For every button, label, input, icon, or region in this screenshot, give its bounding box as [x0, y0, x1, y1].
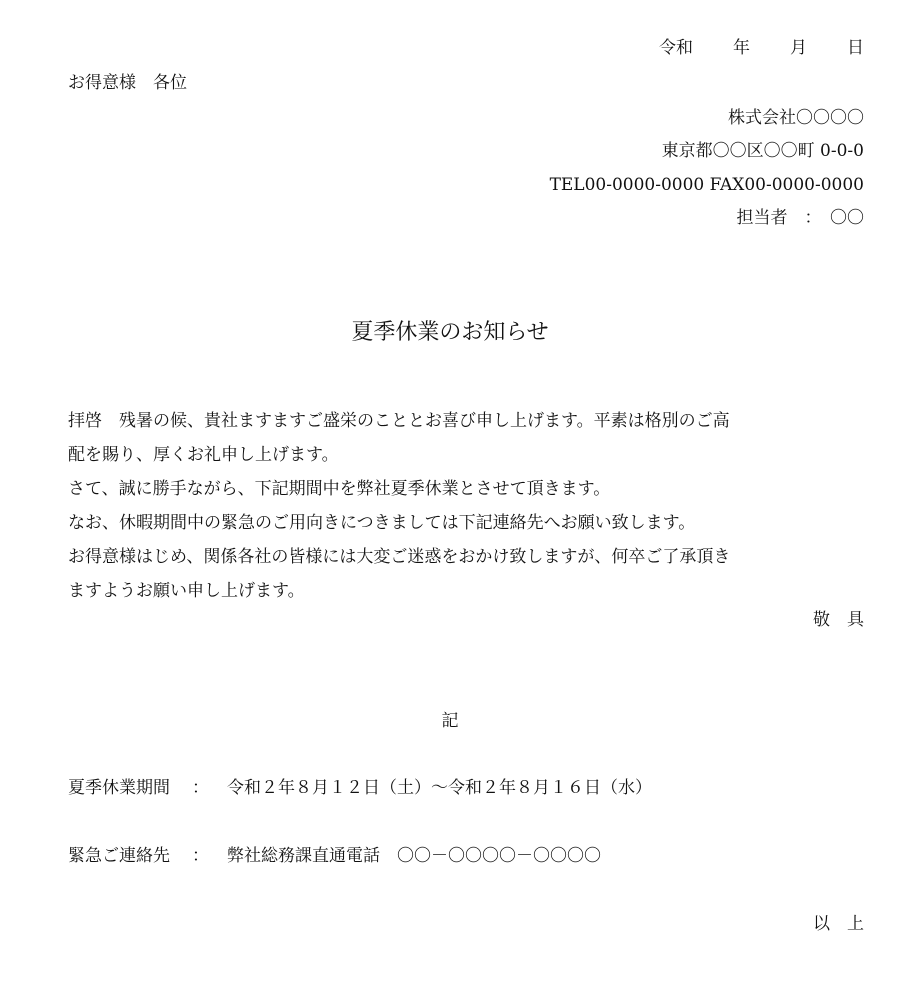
holiday-period-label: 夏季休業期間 [68, 778, 170, 798]
date-month: 月 [790, 38, 807, 58]
contact-row [68, 848, 601, 865]
recipient: お得意様 各位 [68, 73, 187, 93]
company-tel-fax: TEL00-0000-0000 FAX00-0000-0000 [549, 175, 864, 195]
company-address: 東京都〇〇区〇〇町 0-0-0 [661, 141, 864, 161]
holiday-period-value: 令和２年８月１２日（土）～令和２年８月１６日（水） [227, 778, 652, 798]
closing-keigu: 敬 具 [813, 610, 864, 630]
body-text [68, 404, 868, 608]
holiday-period-colon: ： [192, 778, 209, 798]
body-line: 配を賜り、厚くお礼申し上げます。 [68, 445, 339, 465]
body-line: ますようお願い申し上げます。 [68, 581, 305, 601]
date-year: 年 [733, 38, 750, 58]
body-line: 拝啓 残暑の候、貴社ますますご盛栄のこととお喜び申し上げます。平素は格別のご高 [68, 411, 730, 431]
contact-colon: ： [192, 846, 209, 866]
contact-label: 緊急ご連絡先 [68, 846, 170, 866]
date-day: 日 [847, 38, 864, 58]
contact-value: 弊社総務課直通電話 〇〇－〇〇〇〇－〇〇〇〇 [227, 846, 601, 866]
ki-heading: 記 [441, 711, 459, 731]
body-line: お得意様はじめ、関係各社の皆様には大変ご迷惑をおかけ致しますが、何卒ご了承頂き [68, 547, 731, 567]
date-era: 令和 [659, 38, 693, 58]
document-title: 夏季休業のお知らせ [351, 320, 549, 345]
company-name: 株式会社〇〇〇〇 [728, 108, 864, 128]
date-line [659, 40, 864, 57]
body-line: さて、誠に勝手ながら、下記期間中を弊社夏季休業とさせて頂きます。 [68, 479, 611, 499]
body-line: なお、休暇期間中の緊急のご用向きにつきましては下記連絡先へお願い致します。 [68, 513, 696, 533]
closing-ijou: 以 上 [813, 914, 864, 934]
person-in-charge: 担当者 ： 〇〇 [736, 208, 864, 228]
holiday-period-row [68, 780, 652, 797]
